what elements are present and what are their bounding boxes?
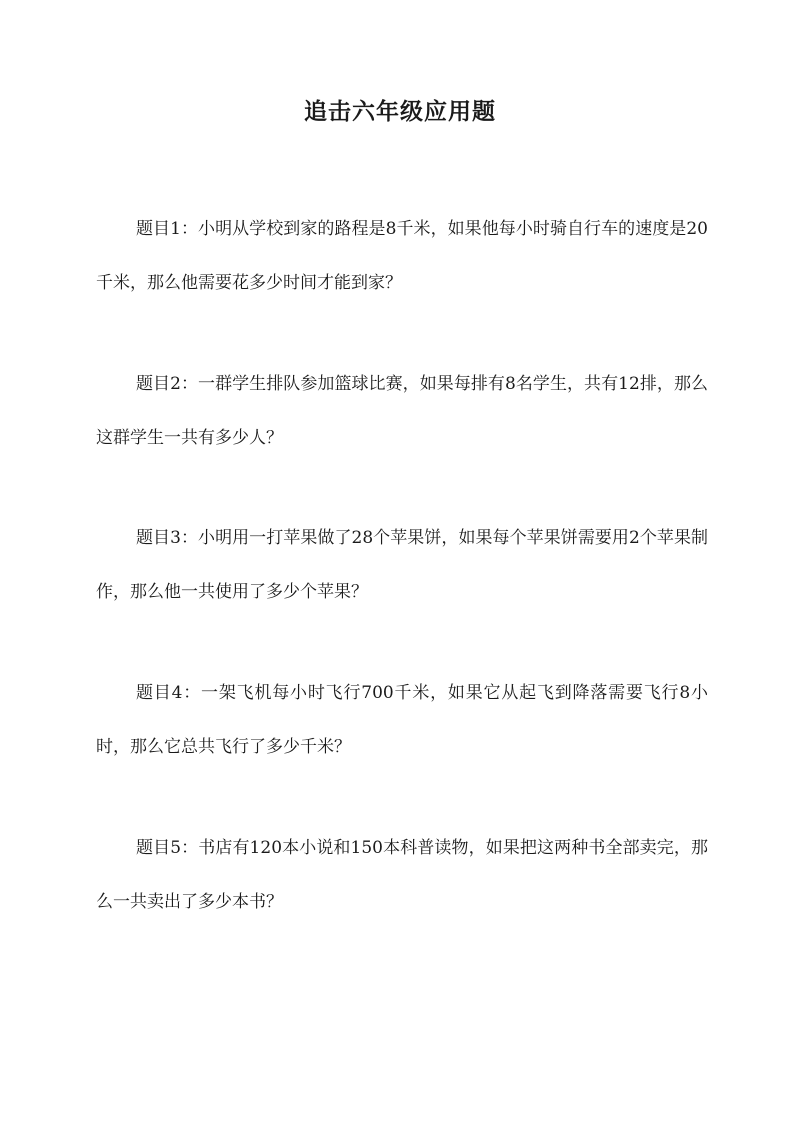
question-5: 题目5：书店有120本小说和150本科普读物，如果把这两种书全部卖完，那么一共卖出了多少本书？ xyxy=(96,838,708,912)
question-1: 题目1：小明从学校到家的路程是8千米，如果他每小时骑自行车的速度是20千米，那么他需要花多少时间才能到家？ xyxy=(96,219,708,293)
page-title: 追击六年级应用题 xyxy=(304,98,496,125)
question-4: 题目4：一架飞机每小时飞行700千米，如果它从起飞到降落需要飞行8小时，那么它总共飞行了多少千米？ xyxy=(96,683,708,757)
question-2: 题目2：一群学生排队参加篮球比赛，如果每排有8名学生，共有12排，那么这群学生一共有多少人？ xyxy=(96,374,708,448)
question-3: 题目3：小明用一打苹果做了28个苹果饼，如果每个苹果饼需要用2个苹果制作，那么他一共使用了多少个苹果？ xyxy=(96,528,708,602)
